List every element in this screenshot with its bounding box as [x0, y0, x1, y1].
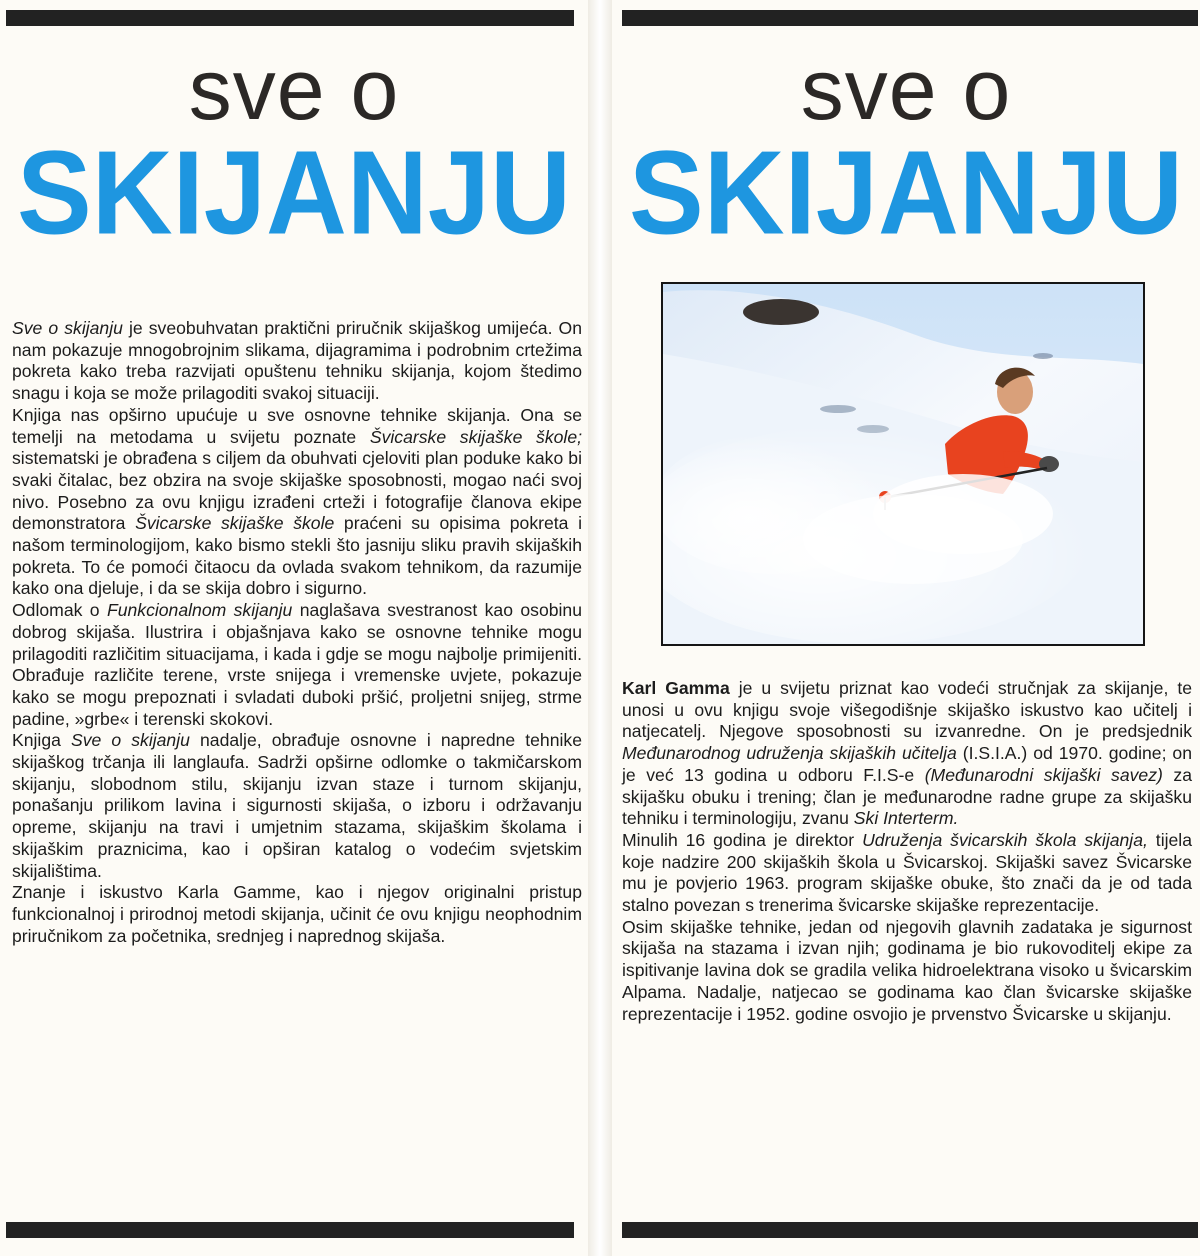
text-run: tijela koje nadzire 200 skijaških škola u Švicarskoj. Skijaški savez Švicarske mu je povjerio 1963. program skijaške obuke, što znači da je od tada stalno povezan s trenerima švicarske skijaške reprezentacije.	[622, 829, 1192, 916]
title-sve-o: sve o	[188, 42, 400, 138]
fold-gutter	[588, 0, 612, 1256]
bold-run: Karl Gamma	[622, 678, 730, 698]
description-text	[12, 318, 582, 947]
text-run: Odlomak o	[12, 600, 107, 621]
title-sve-o: sve o	[800, 42, 1012, 138]
italic-run: Sve o skijanju	[70, 730, 190, 751]
text-run: Osim skijaške tehnike, jedan od njegovih glavnih zadataka je sigurnost skijaša na stazama i izvan njih; godinama je bio rukovoditelj ekipe za ispitivanje lavina dok se gradila velika hidroelektrana visoko u švicarskim Alpama. Nadalje, natjecao se godinama kao član švicarske skijaške reprezentacije i 1952. godine osvojio je prvenstvo Švicarske u skijanju.	[622, 916, 1192, 1024]
right-flap	[612, 0, 1200, 1256]
skier-illustration	[663, 284, 1143, 644]
bottom-bar	[6, 1222, 574, 1238]
text-run: Knjiga	[12, 730, 71, 751]
paragraph	[622, 678, 1192, 830]
paragraph	[12, 318, 582, 405]
italic-run: Sve o skijanju	[12, 318, 123, 338]
paragraph	[622, 830, 1192, 917]
text-run: je u svijetu priznat kao vodeći stručnjak za skijanje, te unosi u ovu knjigu svoje višegodišnje skijaško iskustvo kao učitelj i natjecatelj. Njegove sposobnosti su izvanredne. On je predsjednik	[622, 678, 1192, 742]
text-run: Minulih 16 godina je direktor	[622, 829, 863, 850]
italic-run: Udruženja švicarskih škola skijanja,	[862, 829, 1148, 850]
italic-run: Švicarske skijaške škole	[135, 513, 335, 534]
top-bar	[6, 10, 574, 26]
text-run: je sveobuhvatan praktični priručnik skijaškog umijeća. On nam pokazuje mnogobrojnim slikama, dijagramima i podrobnim crtežima pokreta kako treba razvijati opuštenu tehniku skijanja, kojom štedimo snagu i koja se može prilagoditi svakoj situaciji.	[12, 318, 582, 404]
text-run: Knjiga nas opširno upućuje u sve osnovne tehnike skijanja. Ona se temelji na metodama u svijetu poznate	[12, 404, 582, 447]
title-skijanju: SKIJANJU	[629, 126, 1183, 259]
text-run: sistematski je obrađena s ciljem da obuhvati cjeloviti plan poduke kako bi svaki čitalac, bez obzira na svoje skijaške sposobnosti, mogao naći svoj nivo. Posebno za ovu knjigu izrađeni crteži i fotografije članova ekipe demonstratora	[12, 448, 582, 534]
title-skijanju: SKIJANJU	[17, 126, 571, 259]
paragraph	[12, 405, 582, 600]
rock-outcrop	[743, 299, 819, 325]
text-run: praćeni su opisima pokreta i našom terminologijom, kako bismo stekli što jasniju sliku pravih skijaških pokreta. To će pomoći čitaocu da ovlada svakom tehnikom, da razumije kako ona djeluje, i da se skija dobro i sigurno.	[12, 513, 582, 599]
italic-run: Funkcionalnom skijanju	[106, 600, 293, 621]
italic-run: Ski Interterm.	[853, 808, 959, 829]
text-run: (I.S.I.A.) od 1970. godine; on je već 13 godina u odboru F.I.S-e	[622, 743, 1192, 785]
paragraph	[622, 917, 1192, 1026]
italic-run: (Međunarodni skijaški savez)	[924, 764, 1163, 785]
top-bar	[622, 10, 1198, 26]
skier-photo	[661, 282, 1145, 646]
text-run: Znanje i iskustvo Karla Gamme, kao i njegov originalni pristup funkcionalnoj i prirodnoj metodi skijanja, učinit će ovu knjigu neophodnim priručnikom za početnika, srednjeg i naprednog skijaša.	[12, 882, 582, 946]
italic-run: Švicarske skijaške škole;	[369, 426, 583, 447]
italic-run: Međunarodnog udruženja skijaških učitelja	[622, 743, 957, 764]
paragraph	[12, 600, 582, 730]
text-run: naglašava svestranost kao osobinu dobrog skijaša. Ilustrira i objašnjava kako se osnovne tehnike mogu prilagoditi različitim situacijama, i kada i gdje se mogu najbolje primijeniti. Obrađuje različite terene, vrste snijega i vremenske uvjete, pokazuje kako se mogu prepoznati i svladati duboki pršić, proljetni snijeg, strme padine, »grbe« i terenski skokovi.	[12, 600, 582, 729]
author-bio-text	[622, 678, 1192, 1025]
paragraph	[12, 730, 582, 882]
bottom-bar	[622, 1222, 1198, 1238]
text-run: za skijašku obuku i trening; član je međunarodne radne grupe za skijašku tehniku i terminologiju, zvanu	[622, 764, 1192, 829]
left-flap	[0, 0, 588, 1256]
text-run: nadalje, obrađuje osnovne i napredne tehnike skijaškog trčanja ili langlaufa. Sadrži opširne odlomke o takmičarskom skijanju, slobodnom stilu, skijanju izvan staze i turnom skijanju, ponašanju prilikom lavina i sigurnosti skijaša, o izboru i održavanju opreme, skijanju na travi i umjetnim stazama, skijaškim školama i skijaškim praznicima, kao i opširan katalog o vodećim svjetskim skijalištima.	[12, 730, 582, 881]
paragraph	[12, 882, 582, 947]
